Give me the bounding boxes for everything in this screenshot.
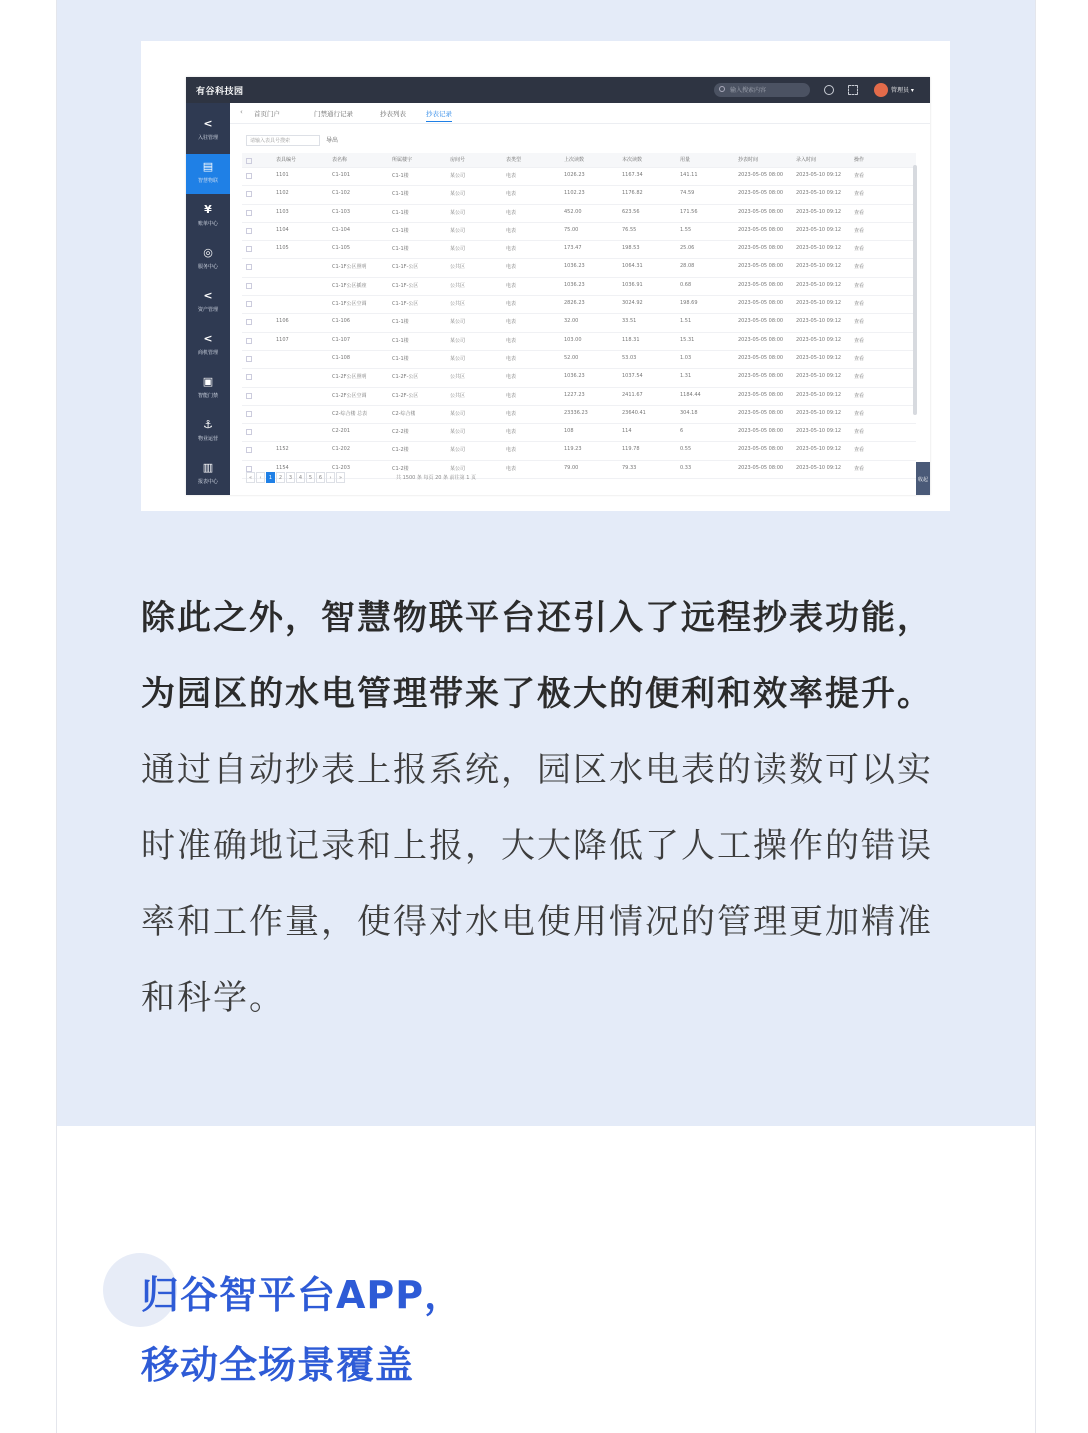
- table-cell: C1-2F公区空调: [332, 392, 367, 399]
- table-cell: 23336.23: [564, 409, 588, 416]
- row-checkbox[interactable]: [246, 301, 252, 307]
- avatar[interactable]: [874, 83, 888, 97]
- page-button[interactable]: 1: [266, 472, 275, 483]
- sidebar-item[interactable]: [186, 283, 230, 323]
- app-brand: 有谷科技园: [196, 87, 244, 97]
- table-cell: 1101: [276, 172, 289, 178]
- row-checkbox[interactable]: [246, 228, 252, 234]
- row-action-link[interactable]: 查看: [854, 447, 865, 454]
- sidebar-item[interactable]: [186, 154, 230, 194]
- meter-reading-app: [186, 77, 930, 495]
- table-cell: C1-1楼: [392, 355, 409, 362]
- table-cell: 118.31: [622, 336, 640, 343]
- table-cell: 2023-05-10 09:12: [796, 208, 842, 215]
- table-cell: 2023-05-05 08:00: [738, 318, 784, 325]
- heading-line-2: 移动全场景覆盖: [141, 1343, 415, 1387]
- table-cell: 某公司: [450, 191, 466, 198]
- table-cell: 某公司: [450, 173, 466, 179]
- app-search-input[interactable]: [714, 83, 810, 97]
- sidebar-item[interactable]: [186, 326, 230, 366]
- row-action-link[interactable]: 查看: [854, 301, 865, 308]
- table-cell: 电表: [506, 447, 517, 454]
- table-cell: C1-202: [332, 446, 351, 453]
- table-cell: 1036.23: [564, 373, 585, 380]
- tab-access-records[interactable]: 门禁通行记录: [314, 110, 353, 118]
- sidebar-item[interactable]: [186, 197, 230, 237]
- row-action-link[interactable]: 查看: [854, 264, 865, 271]
- table-cell: 79.33: [622, 464, 637, 471]
- body-paragraph: [141, 580, 961, 1036]
- table-cell: 某公司: [450, 246, 466, 253]
- row-action-link[interactable]: 查看: [854, 392, 865, 399]
- table-cell: 2023-05-10 09:12: [796, 245, 842, 252]
- table-row[interactable]: [242, 388, 916, 406]
- row-action-link[interactable]: 查看: [854, 410, 865, 417]
- table-cell: 2023-05-10 09:12: [796, 318, 842, 325]
- table-row[interactable]: [242, 259, 916, 277]
- table-cell: 某公司: [450, 337, 466, 344]
- sidebar-item-label: 智能门禁: [197, 393, 218, 399]
- table-cell: 198.53: [622, 245, 640, 252]
- table-cell: C1-105: [332, 245, 351, 252]
- row-checkbox[interactable]: [246, 319, 252, 325]
- sidebar-item-label: 入驻管理: [197, 135, 218, 141]
- table-cell: 某公司: [450, 355, 466, 362]
- page-button[interactable]: ›: [326, 472, 335, 483]
- table-row[interactable]: [242, 168, 916, 186]
- table-row[interactable]: [242, 205, 916, 223]
- table-row[interactable]: [242, 442, 916, 460]
- table-cell: 某公司: [450, 465, 466, 472]
- column-header[interactable]: 房间号: [450, 157, 466, 163]
- sidebar-item-label: 资产管理: [197, 307, 218, 313]
- table-cell: 1102.23: [564, 190, 585, 197]
- row-action-link[interactable]: 查看: [854, 374, 865, 381]
- page-button[interactable]: 4: [296, 472, 305, 483]
- clipboard-icon: ▤: [202, 160, 214, 173]
- table-cell: 2023-05-10 09:12: [796, 300, 842, 307]
- column-header[interactable]: 录入时间: [796, 157, 817, 163]
- row-action-link[interactable]: 查看: [854, 282, 865, 289]
- tab-meter-records[interactable]: 抄表记录: [426, 109, 452, 122]
- table-row[interactable]: [242, 278, 916, 296]
- table-row[interactable]: [242, 296, 916, 314]
- table-cell: 0.68: [680, 281, 692, 288]
- column-header[interactable]: 本次读数: [622, 157, 643, 163]
- table-cell: 1.55: [680, 226, 692, 233]
- table-cell: 公共区: [450, 282, 466, 289]
- sidebar-item-label: 服务中心: [197, 264, 218, 270]
- table-cell: 2023-05-10 09:12: [796, 226, 842, 233]
- page-button[interactable]: »: [336, 472, 345, 483]
- table-cell: 电表: [506, 319, 517, 326]
- table-cell: 电表: [506, 209, 517, 216]
- column-header[interactable]: 抄表时间: [738, 157, 759, 163]
- table-cell: C1-107: [332, 336, 351, 343]
- table-cell: 74.59: [680, 190, 695, 197]
- table-cell: 2023-05-05 08:00: [738, 245, 784, 252]
- column-header[interactable]: 表类型: [506, 157, 522, 163]
- table-cell: 2023-05-05 08:00: [738, 354, 784, 361]
- sidebar-item[interactable]: [186, 369, 230, 409]
- table-cell: 15.31: [680, 336, 695, 343]
- table-cell: C2-2楼: [392, 429, 409, 436]
- table-cell: 1184.44: [680, 391, 701, 398]
- table-cell: 1037.54: [622, 373, 643, 380]
- table-cell: 2023-05-10 09:12: [796, 354, 842, 361]
- table-cell: 2023-05-05 08:00: [738, 226, 784, 233]
- table-cell: 623.56: [622, 208, 640, 215]
- table-cell: 1227.23: [564, 391, 585, 398]
- table-cell: 电表: [506, 191, 517, 198]
- row-checkbox[interactable]: [246, 283, 252, 289]
- paragraph-normal: 通过自动抄表上报系统，园区水电表的读数可以实时准确地记录和上报，大大降低了人工操作的错误率和工作量，使得对水电使用情况的管理更加精准和科学。: [141, 750, 933, 1018]
- table-cell: 0.55: [680, 446, 692, 453]
- share-icon: <: [203, 332, 213, 345]
- select-all-checkbox[interactable]: [246, 158, 252, 164]
- table-cell: C1-102: [332, 190, 351, 197]
- collapse-button[interactable]: [916, 462, 930, 495]
- table-row[interactable]: [242, 186, 916, 204]
- table-row[interactable]: [242, 424, 916, 442]
- table-cell: C2-综合楼 总表: [332, 410, 368, 417]
- table-cell: 6: [680, 428, 684, 435]
- user-name[interactable]: 管理员 ▾: [891, 87, 914, 94]
- tab-home[interactable]: 首页门户: [254, 110, 280, 118]
- table-cell: 1.51: [680, 318, 692, 325]
- fullscreen-icon[interactable]: [848, 85, 858, 95]
- sidebar-item-label: 账单中心: [197, 221, 218, 227]
- table-cell: 79.00: [564, 464, 579, 471]
- sidebar-item-label: 物业运营: [197, 436, 218, 442]
- column-header[interactable]: 所属楼宇: [392, 157, 413, 163]
- table-row[interactable]: [242, 223, 916, 241]
- anchor-icon: ⚓: [203, 418, 213, 431]
- table-cell: C1-1F公区照明: [332, 264, 367, 271]
- table-cell: 2826.23: [564, 300, 585, 307]
- row-checkbox[interactable]: [246, 246, 252, 252]
- table-cell: C1-106: [332, 318, 351, 325]
- table-cell: C1-1F-公区: [392, 301, 419, 308]
- meter-table: [242, 153, 916, 479]
- table-cell: 2023-05-05 08:00: [738, 172, 784, 178]
- table-cell: 3024.92: [622, 300, 643, 307]
- page-button[interactable]: 3: [286, 472, 295, 483]
- row-checkbox[interactable]: [246, 447, 252, 453]
- table-cell: C1-203: [332, 464, 351, 471]
- row-checkbox[interactable]: [246, 191, 252, 197]
- row-action-link[interactable]: 查看: [854, 191, 865, 198]
- table-cell: C1-101: [332, 172, 351, 178]
- table-cell: 2023-05-05 08:00: [738, 446, 784, 453]
- paragraph-bold: 除此之外，智慧物联平台还引入了远程抄表功能，为园区的水电管理带来了极大的便利和效率提升。: [141, 598, 933, 714]
- table-row[interactable]: [242, 369, 916, 387]
- table-cell: 1.03: [680, 354, 692, 361]
- sidebar-item-label: 智慧物联: [197, 178, 218, 184]
- table-cell: C1-1楼: [392, 191, 409, 198]
- table-cell: 2023-05-05 08:00: [738, 409, 784, 416]
- table-cell: 173.47: [564, 245, 582, 252]
- filter-input[interactable]: 请输入表具号搜索: [246, 135, 320, 146]
- row-checkbox[interactable]: [246, 411, 252, 417]
- app-sidebar: [186, 103, 230, 495]
- table-cell: 2023-05-10 09:12: [796, 263, 842, 270]
- content-section: [57, 0, 1035, 1126]
- table-cell: 2023-05-10 09:12: [796, 281, 842, 288]
- table-cell: 32.00: [564, 318, 579, 325]
- table-cell: C1-1楼: [392, 246, 409, 253]
- table-cell: 2023-05-05 08:00: [738, 428, 784, 435]
- table-scrollbar[interactable]: [913, 165, 917, 415]
- table-cell: 某公司: [450, 227, 466, 234]
- row-checkbox[interactable]: [246, 393, 252, 399]
- row-checkbox[interactable]: [246, 210, 252, 216]
- export-button[interactable]: 导出: [326, 137, 339, 144]
- table-cell: C1-108: [332, 354, 351, 361]
- column-header[interactable]: 操作: [854, 157, 865, 163]
- table-cell: 1106: [276, 318, 289, 325]
- yen-icon: ¥: [204, 203, 212, 216]
- table-cell: 1103: [276, 208, 289, 215]
- row-action-link[interactable]: 查看: [854, 246, 865, 253]
- table-cell: 1.31: [680, 373, 692, 380]
- table-cell: 1176.82: [622, 190, 643, 197]
- sidebar-item[interactable]: [186, 455, 230, 495]
- table-row[interactable]: [242, 314, 916, 332]
- table-cell: 公共区: [450, 392, 466, 399]
- table-row[interactable]: [242, 241, 916, 259]
- page-button[interactable]: 6: [316, 472, 325, 483]
- table-cell: 电表: [506, 465, 517, 472]
- table-cell: 电表: [506, 282, 517, 289]
- app-top-bar: [186, 77, 930, 103]
- sidebar-item-label: 报表中心: [197, 479, 218, 485]
- service-icon: ◎: [203, 246, 213, 259]
- column-header[interactable]: 上次读数: [564, 157, 585, 163]
- table-cell: 2023-05-10 09:12: [796, 190, 842, 197]
- table-cell: 304.18: [680, 409, 698, 416]
- table-cell: C1-1楼: [392, 209, 409, 216]
- table-cell: C1-2F-公区: [392, 392, 419, 399]
- sidebar-item[interactable]: [186, 111, 230, 151]
- table-cell: 108: [564, 428, 574, 435]
- table-cell: 1152: [276, 446, 289, 453]
- table-cell: 2023-05-10 09:12: [796, 391, 842, 398]
- sidebar-item-label: 商机管理: [197, 350, 218, 356]
- app-tabs: [230, 103, 930, 124]
- table-cell: 2023-05-05 08:00: [738, 336, 784, 343]
- table-cell: 2023-05-10 09:12: [796, 446, 842, 453]
- page-button[interactable]: 5: [306, 472, 315, 483]
- table-cell: 0.33: [680, 464, 692, 471]
- table-cell: 2023-05-10 09:12: [796, 336, 842, 343]
- table-cell: 33.51: [622, 318, 637, 325]
- column-header[interactable]: 用量: [680, 157, 691, 163]
- table-cell: 1105: [276, 245, 289, 252]
- report-icon: ▥: [202, 461, 214, 474]
- table-cell: C1-2楼: [392, 465, 409, 472]
- table-cell: 2023-05-05 08:00: [738, 373, 784, 380]
- table-cell: 公共区: [450, 374, 466, 381]
- search-icon: [719, 86, 725, 92]
- table-cell: 电表: [506, 264, 517, 271]
- door-icon: ▣: [202, 375, 214, 388]
- table-cell: C1-1F公区插座: [332, 282, 367, 289]
- table-cell: 公共区: [450, 264, 466, 271]
- table-cell: C1-1楼: [392, 173, 409, 179]
- table-cell: 2023-05-10 09:12: [796, 409, 842, 416]
- table-cell: 25.06: [680, 245, 695, 252]
- table-row[interactable]: [242, 333, 916, 351]
- table-cell: 2023-05-10 09:12: [796, 428, 842, 435]
- row-checkbox[interactable]: [246, 173, 252, 179]
- page-button[interactable]: ‹: [256, 472, 265, 483]
- table-cell: 1036.23: [564, 263, 585, 270]
- table-cell: 电表: [506, 301, 517, 308]
- row-checkbox[interactable]: [246, 466, 252, 472]
- table-cell: 某公司: [450, 410, 466, 417]
- table-cell: 141.11: [680, 172, 698, 178]
- row-action-link[interactable]: 查看: [854, 355, 865, 362]
- row-action-link[interactable]: 查看: [854, 227, 865, 234]
- table-cell: C2-综合楼: [392, 410, 416, 417]
- table-cell: 52.00: [564, 354, 579, 361]
- table-cell: 电表: [506, 374, 517, 381]
- table-cell: C1-1F-公区: [392, 264, 419, 271]
- table-cell: 28.08: [680, 263, 695, 270]
- table-cell: 198.69: [680, 300, 698, 307]
- table-cell: 2023-05-05 08:00: [738, 391, 784, 398]
- share-icon: <: [203, 117, 213, 130]
- column-header[interactable]: 表名称: [332, 157, 348, 163]
- table-cell: 电表: [506, 355, 517, 362]
- table-cell: 2023-05-05 08:00: [738, 263, 784, 270]
- table-cell: 75.00: [564, 226, 579, 233]
- table-cell: 1104: [276, 226, 289, 233]
- table-cell: 2023-05-05 08:00: [738, 300, 784, 307]
- table-cell: 1036.23: [564, 281, 585, 288]
- table-cell: C2-201: [332, 428, 351, 435]
- table-cell: 电表: [506, 227, 517, 234]
- table-cell: C1-103: [332, 208, 351, 215]
- table-cell: 2023-05-05 08:00: [738, 190, 784, 197]
- table-cell: 电表: [506, 410, 517, 417]
- page-button[interactable]: «: [246, 472, 255, 483]
- search-placeholder: 输入搜索内容: [730, 87, 767, 94]
- row-checkbox[interactable]: [246, 429, 252, 435]
- table-cell: 电表: [506, 337, 517, 344]
- table-cell: 1167.34: [622, 172, 643, 178]
- table-cell: 2023-05-05 08:00: [738, 208, 784, 215]
- table-cell: 119.23: [564, 446, 582, 453]
- table-cell: 53.03: [622, 354, 637, 361]
- table-cell: 1107: [276, 336, 289, 343]
- collapse-label: 收起: [917, 477, 928, 483]
- row-checkbox[interactable]: [246, 264, 252, 270]
- row-action-link[interactable]: 查看: [854, 319, 865, 326]
- table-cell: 某公司: [450, 429, 466, 436]
- pager-info: 共 1500 条 每页 20 条 前往第 1 页: [396, 475, 476, 481]
- article-card: [56, 0, 1036, 1433]
- row-action-link[interactable]: 查看: [854, 465, 865, 472]
- table-cell: 某公司: [450, 447, 466, 454]
- row-action-link[interactable]: 查看: [854, 337, 865, 344]
- table-cell: 电表: [506, 429, 517, 436]
- share-icon: <: [203, 289, 213, 302]
- table-cell: 114: [622, 428, 632, 435]
- table-cell: C1-1F-公区: [392, 282, 419, 289]
- table-cell: 1026.23: [564, 172, 585, 178]
- table-cell: C1-1楼: [392, 227, 409, 234]
- table-cell: 2023-05-10 09:12: [796, 464, 842, 471]
- table-cell: C1-1楼: [392, 319, 409, 326]
- screenshot-image: [141, 41, 950, 511]
- table-header: [242, 153, 916, 168]
- table-cell: 某公司: [450, 319, 466, 326]
- row-checkbox[interactable]: [246, 338, 252, 344]
- table-cell: C1-1楼: [392, 337, 409, 344]
- table-cell: C1-2F-公区: [392, 374, 419, 381]
- row-action-link[interactable]: 查看: [854, 429, 865, 436]
- table-cell: 103.00: [564, 336, 582, 343]
- table-cell: 公共区: [450, 301, 466, 308]
- table-cell: 171.56: [680, 208, 698, 215]
- table-cell: 452.00: [564, 208, 582, 215]
- table-cell: C1-2楼: [392, 447, 409, 454]
- section-heading: [141, 1260, 463, 1400]
- table-cell: 1064.31: [622, 263, 643, 270]
- table-cell: 电表: [506, 246, 517, 253]
- table-cell: 23640.41: [622, 409, 646, 416]
- sidebar-item[interactable]: [186, 412, 230, 452]
- table-cell: 1102: [276, 190, 289, 197]
- table-cell: C1-1F公区空调: [332, 301, 367, 308]
- sidebar-item[interactable]: [186, 240, 230, 280]
- table-cell: 2023-05-05 08:00: [738, 281, 784, 288]
- table-cell: 2023-05-05 08:00: [738, 464, 784, 471]
- row-checkbox[interactable]: [246, 356, 252, 362]
- table-cell: 2023-05-10 09:12: [796, 172, 842, 178]
- table-row[interactable]: [242, 406, 916, 424]
- table-cell: C1-104: [332, 226, 351, 233]
- back-icon[interactable]: ‹: [240, 108, 243, 116]
- table-cell: 1036.91: [622, 281, 643, 288]
- column-header[interactable]: 表具编号: [276, 157, 297, 163]
- table-cell: 2411.67: [622, 391, 643, 398]
- row-action-link[interactable]: 查看: [854, 209, 865, 216]
- table-cell: 2023-05-10 09:12: [796, 373, 842, 380]
- table-row[interactable]: [242, 351, 916, 369]
- page-button[interactable]: 2: [276, 472, 285, 483]
- table-cell: 119.78: [622, 446, 640, 453]
- row-checkbox[interactable]: [246, 374, 252, 380]
- table-cell: 76.55: [622, 226, 637, 233]
- tab-meter-list[interactable]: 抄表列表: [380, 110, 406, 118]
- table-cell: 某公司: [450, 209, 466, 216]
- row-action-link[interactable]: 查看: [854, 173, 865, 179]
- table-cell: 电表: [506, 392, 517, 399]
- table-cell: 电表: [506, 173, 517, 179]
- refresh-icon[interactable]: [824, 85, 834, 95]
- heading-line-1: 归谷智平台APP，: [141, 1273, 464, 1317]
- table-cell: C1-2F公区照明: [332, 374, 367, 381]
- table-cell: 1154: [276, 464, 289, 471]
